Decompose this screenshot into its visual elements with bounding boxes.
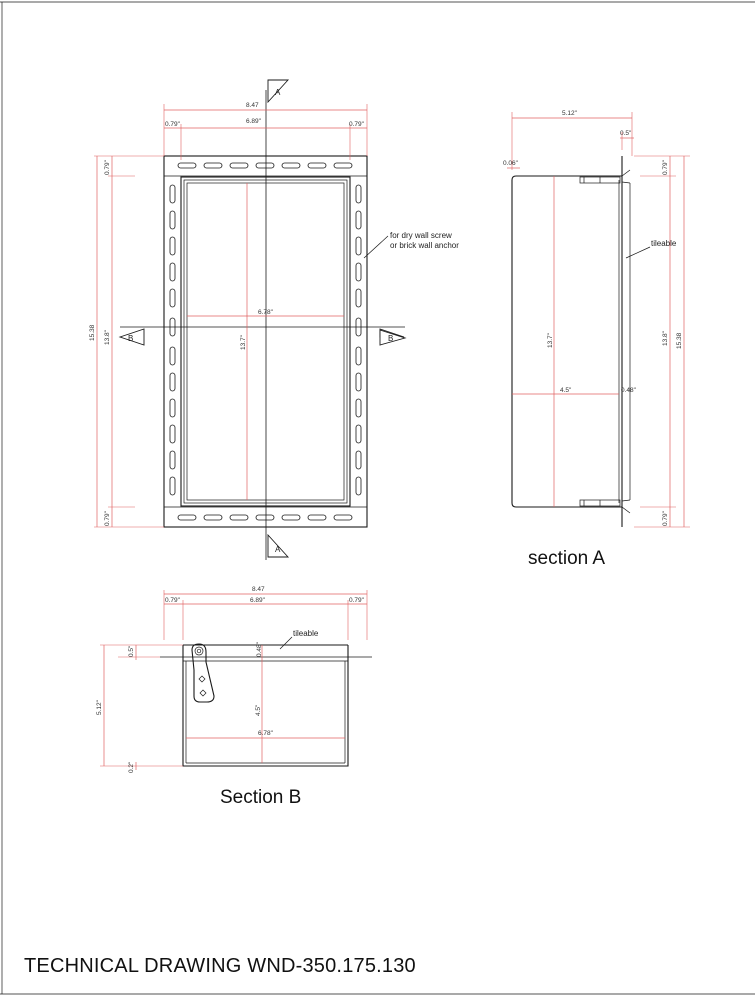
svg-text:A: A xyxy=(275,545,281,554)
svg-text:0.79": 0.79" xyxy=(662,511,669,526)
svg-text:6.78": 6.78" xyxy=(258,309,273,316)
svg-text:6.89": 6.89" xyxy=(246,118,261,125)
section-b-marker-right xyxy=(380,329,405,345)
section-a-view xyxy=(503,110,690,569)
svg-text:13.7": 13.7" xyxy=(240,335,247,350)
svg-text:tileable: tileable xyxy=(651,239,677,248)
front-right-slots xyxy=(356,185,361,495)
anchor-note xyxy=(364,231,459,258)
section-a-marker-top xyxy=(268,80,288,102)
section-b-view xyxy=(96,586,372,808)
section-a-depth-dims xyxy=(503,110,634,170)
front-top-slots xyxy=(178,163,352,168)
drawing-title: TECHNICAL DRAWING WND-350.175.130 xyxy=(24,955,416,977)
svg-text:0.79": 0.79" xyxy=(104,160,111,175)
section-a-inner-dims xyxy=(512,176,637,507)
svg-text:0.79": 0.79" xyxy=(165,121,180,128)
svg-text:8.47: 8.47 xyxy=(246,102,259,109)
svg-text:8.47: 8.47 xyxy=(252,586,265,593)
section-a-box-outline xyxy=(512,176,622,507)
svg-text:B: B xyxy=(128,334,134,343)
front-height-dims xyxy=(89,156,164,527)
section-b-width-dims xyxy=(164,586,367,640)
section-b-label: Section B xyxy=(220,787,302,808)
svg-text:15.38: 15.38 xyxy=(89,324,96,341)
front-left-slots xyxy=(170,185,175,495)
svg-text:0.48": 0.48" xyxy=(621,387,636,394)
front-width-dims xyxy=(164,102,367,160)
front-bottom-slots xyxy=(178,515,352,520)
svg-text:B: B xyxy=(388,334,394,343)
front-view xyxy=(89,80,459,560)
section-b-marker-left xyxy=(120,329,144,345)
section-a-label: section A xyxy=(528,548,606,569)
svg-text:A: A xyxy=(275,88,281,97)
front-box-opening xyxy=(187,183,344,500)
svg-text:4.5": 4.5" xyxy=(560,387,572,394)
svg-text:0.5": 0.5" xyxy=(128,645,135,657)
svg-text:13.7": 13.7" xyxy=(547,333,554,348)
svg-text:0.79": 0.79" xyxy=(165,597,180,604)
section-a-height-dims xyxy=(634,156,690,527)
svg-text:15.38: 15.38 xyxy=(676,332,683,349)
section-a-tileable-note xyxy=(626,239,677,258)
svg-text:13.8": 13.8" xyxy=(104,330,111,345)
svg-text:13.8": 13.8" xyxy=(662,331,669,346)
svg-text:tileable: tileable xyxy=(293,629,319,638)
svg-text:0.79": 0.79" xyxy=(104,511,111,526)
svg-text:0.79": 0.79" xyxy=(662,160,669,175)
svg-text:0.5": 0.5" xyxy=(620,130,632,137)
section-b-hinge-bracket xyxy=(192,644,214,702)
svg-text:or brick wall anchor: or brick wall anchor xyxy=(390,241,459,250)
svg-text:0.79": 0.79" xyxy=(349,121,364,128)
svg-text:0.06": 0.06" xyxy=(503,160,518,167)
section-b-tileable-note xyxy=(280,629,319,649)
svg-text:6.89": 6.89" xyxy=(250,597,265,604)
front-opening-dims xyxy=(187,183,344,500)
front-outer-frame xyxy=(164,156,367,527)
section-a-marker-bottom xyxy=(268,535,288,557)
svg-text:for dry wall screw: for dry wall screw xyxy=(390,231,452,240)
svg-text:0.48": 0.48" xyxy=(256,642,263,657)
svg-text:5.12": 5.12" xyxy=(96,700,103,715)
section-b-depth-dims xyxy=(96,645,183,773)
section-b-box xyxy=(183,645,348,766)
svg-text:4.5": 4.5" xyxy=(255,704,262,716)
svg-text:5.12": 5.12" xyxy=(562,110,577,117)
front-box-outer xyxy=(181,177,350,506)
front-box-inner xyxy=(184,180,347,503)
svg-text:0.2": 0.2" xyxy=(128,761,135,773)
svg-text:0.79": 0.79" xyxy=(349,597,364,604)
svg-text:6.78": 6.78" xyxy=(258,730,273,737)
